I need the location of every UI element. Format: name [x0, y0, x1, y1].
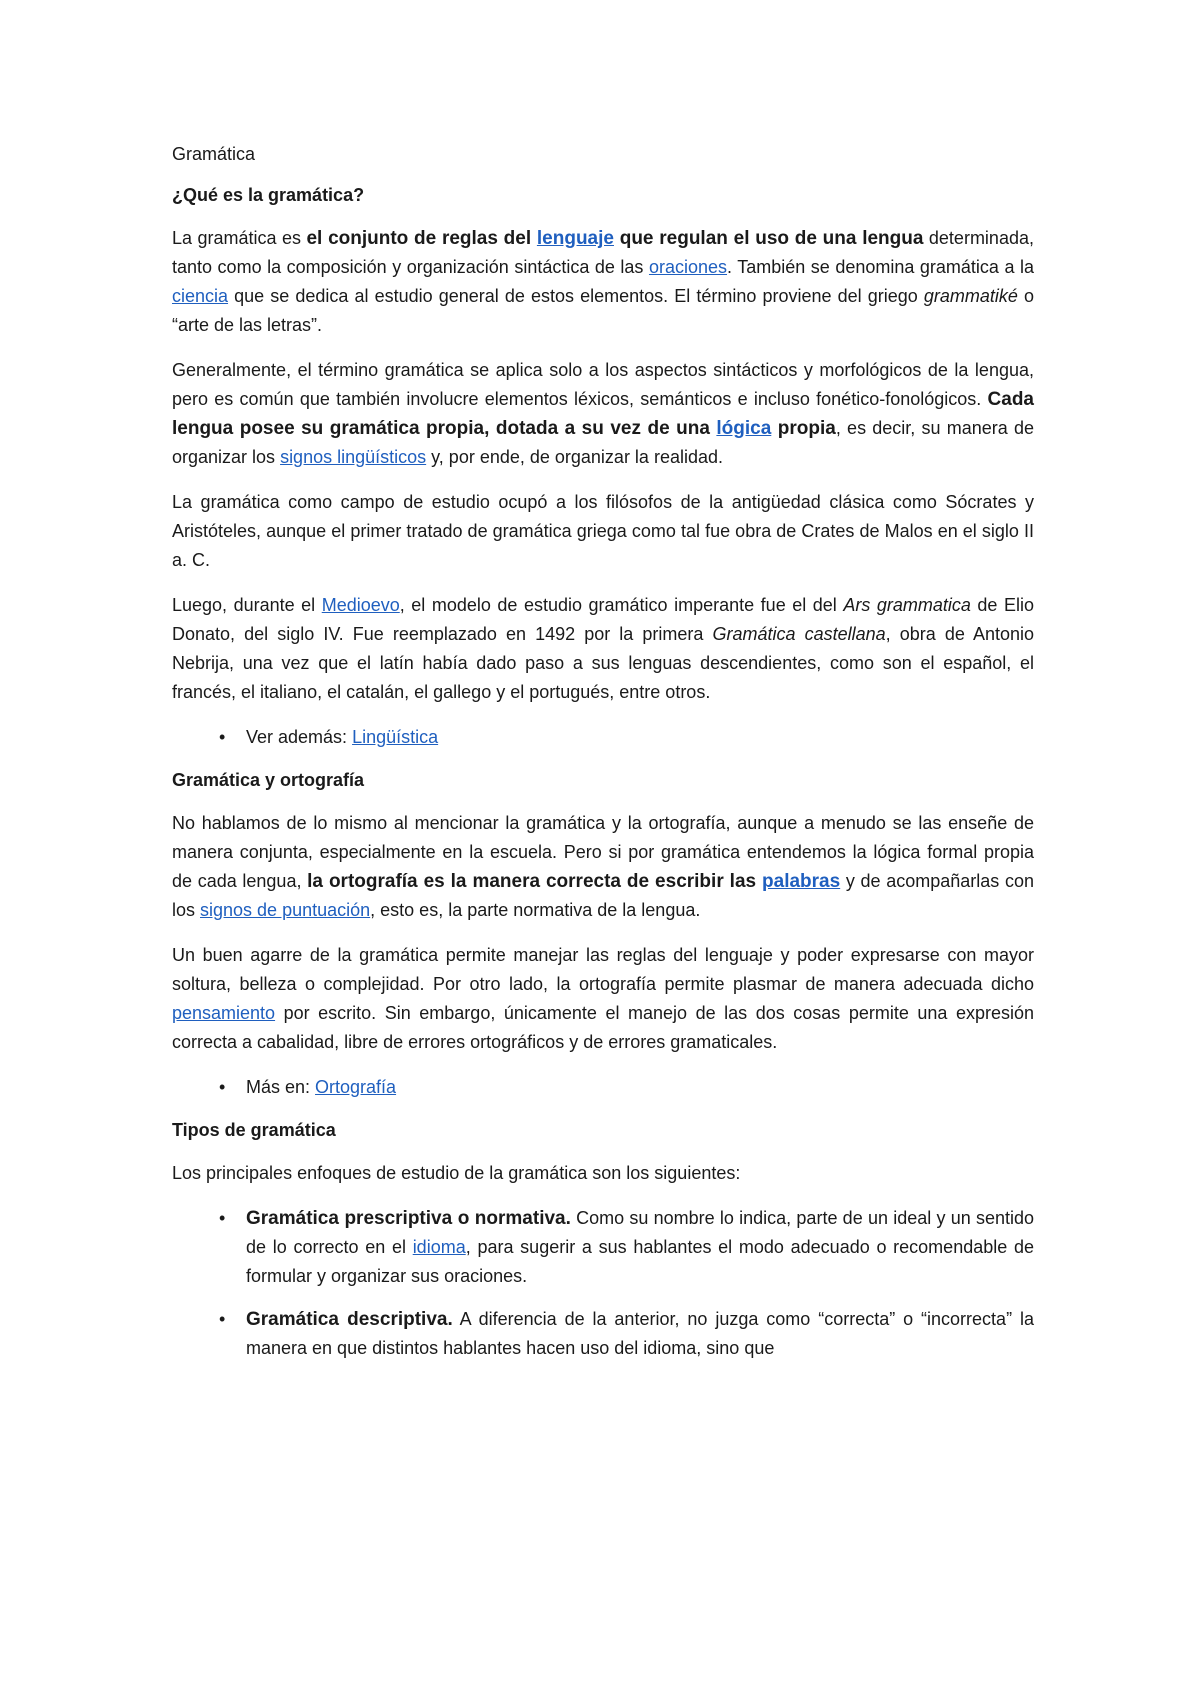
bullet-icon: • — [219, 1309, 226, 1329]
text-span: , esto es, la parte normativa de la lengua. — [370, 900, 701, 920]
document-title: Gramática — [172, 144, 256, 164]
text-span: o “arte de las letras”. — [172, 286, 1034, 335]
italic-text: grammatiké — [923, 286, 1018, 306]
bold-text: el conjunto de reglas del — [306, 228, 537, 249]
text-span: Generalmente, el término gramática se aplica solo a los aspectos sintácticos y morfológicos de la lengua, pero es común que también involucre elementos léxicos, semánticos e incluso fonético-fonológicos. — [172, 360, 1034, 409]
list-item — [172, 1305, 1034, 1363]
paragraph: Los principales enfoques de estudio de la gramática son los siguientes: — [172, 1163, 741, 1183]
link-logica[interactable]: lógica — [716, 418, 772, 439]
text-span: Luego, durante el — [172, 595, 322, 615]
bullet-label: Ver además: — [246, 727, 353, 747]
text-span: La gramática es — [172, 228, 307, 248]
text-span: por escrito. Sin embargo, únicamente el manejo de las dos cosas permite una expresión correcta a cabalidad, libre de errores ortográficos y de errores gramaticales. — [172, 1003, 1034, 1052]
text-span: , es decir, su manera de organizar los — [172, 418, 1034, 467]
bullet-icon: • — [219, 727, 226, 747]
section-heading-que-es: ¿Qué es la gramática? — [172, 185, 365, 205]
bullet-icon: • — [219, 1077, 226, 1097]
link-linguistica[interactable]: Lingüística — [352, 727, 439, 747]
bold-text: propia — [771, 418, 836, 439]
text-span: de Elio Donato, del siglo IV. Fue reemplazado en 1492 por la primera — [172, 595, 1034, 644]
section-heading-tipos: Tipos de gramática — [172, 1120, 336, 1140]
text-span: No hablamos de lo mismo al mencionar la gramática y la ortografía, aunque a menudo se las enseñe de manera conjunta, especialmente en la escuela. Pero si por gramática entendemos la lógica formal propia de cada lengua, — [172, 813, 1034, 891]
link-lenguaje[interactable]: lenguaje — [536, 228, 614, 249]
text-span: y de acompañarlas con los — [172, 871, 1034, 920]
text-span: Como su nombre lo indica, parte de un ideal y un sentido de lo correcto en el — [246, 1208, 1035, 1257]
bullet-label: Más en: — [246, 1077, 316, 1097]
link-idioma[interactable]: idioma — [412, 1237, 466, 1257]
text-span: , para sugerir a sus hablantes el modo adecuado o recomendable de formular y organizar sus oraciones. — [246, 1237, 1034, 1286]
text-span: que se dedica al estudio general de estos elementos. El término proviene del griego — [228, 286, 924, 306]
link-ciencia[interactable]: ciencia — [172, 286, 229, 306]
text-span: . También se denomina gramática a la — [727, 257, 1034, 277]
paragraph — [172, 809, 1034, 925]
text-span: Un buen agarre de la gramática permite manejar las reglas del lenguaje y poder expresarse con mayor soltura, belleza o complejidad. Por otro lado, la ortografía permite plasmar de manera adecuada dicho — [172, 945, 1034, 994]
link-pensamiento[interactable]: pensamiento — [172, 1003, 276, 1023]
link-oraciones[interactable]: oraciones — [648, 257, 728, 277]
bold-text: Gramática prescriptiva o normativa. — [246, 1208, 571, 1229]
link-signos-linguisticos[interactable]: signos lingüísticos — [280, 447, 427, 467]
text-span: determinada, tanto como la composición y organización sintáctica de las — [172, 228, 1034, 277]
bold-text: la ortografía es la manera correcta de escribir las — [307, 871, 763, 892]
list-item — [172, 1073, 1034, 1102]
section-heading-gramatica-ortografia: Gramática y ortografía — [172, 770, 365, 790]
link-signos-puntuacion[interactable]: signos de puntuación — [200, 900, 371, 920]
link-medioevo[interactable]: Medioevo — [321, 595, 400, 615]
paragraph — [172, 941, 1034, 1057]
bold-text: Gramática descriptiva. — [246, 1309, 453, 1330]
link-palabras[interactable]: palabras — [762, 871, 841, 892]
bullet-icon: • — [219, 1208, 226, 1228]
paragraph: La gramática como campo de estudio ocupó a los filósofos de la antigüedad clásica como Sócrates y Aristóteles, aunque el primer tratado de gramática griega como tal fue obra de Crates de Malos en el siglo II a. C. — [172, 492, 1034, 570]
text-span: , el modelo de estudio gramático imperante fue el del — [399, 595, 844, 615]
document-page — [172, 140, 1034, 1377]
bold-text: Cada lengua posee su gramática propia, dotada a su vez de una — [172, 389, 1034, 439]
bullet-list — [172, 723, 1034, 752]
italic-text: Ars grammatica — [843, 595, 971, 615]
list-item — [172, 1204, 1034, 1291]
paragraph — [172, 224, 1034, 340]
paragraph — [172, 356, 1034, 472]
bold-text: que regulan el uso de una lengua — [613, 228, 924, 249]
bullet-list — [172, 1073, 1034, 1102]
paragraph — [172, 591, 1034, 707]
text-span: , obra de Antonio Nebrija, una vez que el latín había dado paso a sus lenguas descendientes, como son el español, el francés, el italiano, el catalán, el gallego y el portugués, entre otros. — [172, 624, 1034, 702]
list-item — [172, 723, 1034, 752]
text-span: A diferencia de la anterior, no juzga como “correcta” o “incorrecta” la manera en que distintos hablantes hacen uso del idioma, sino que — [246, 1309, 1034, 1358]
types-list — [172, 1204, 1034, 1363]
italic-text: Gramática castellana — [712, 624, 886, 644]
text-span: y, por ende, de organizar la realidad. — [426, 447, 723, 467]
link-ortografia[interactable]: Ortografía — [315, 1077, 397, 1097]
